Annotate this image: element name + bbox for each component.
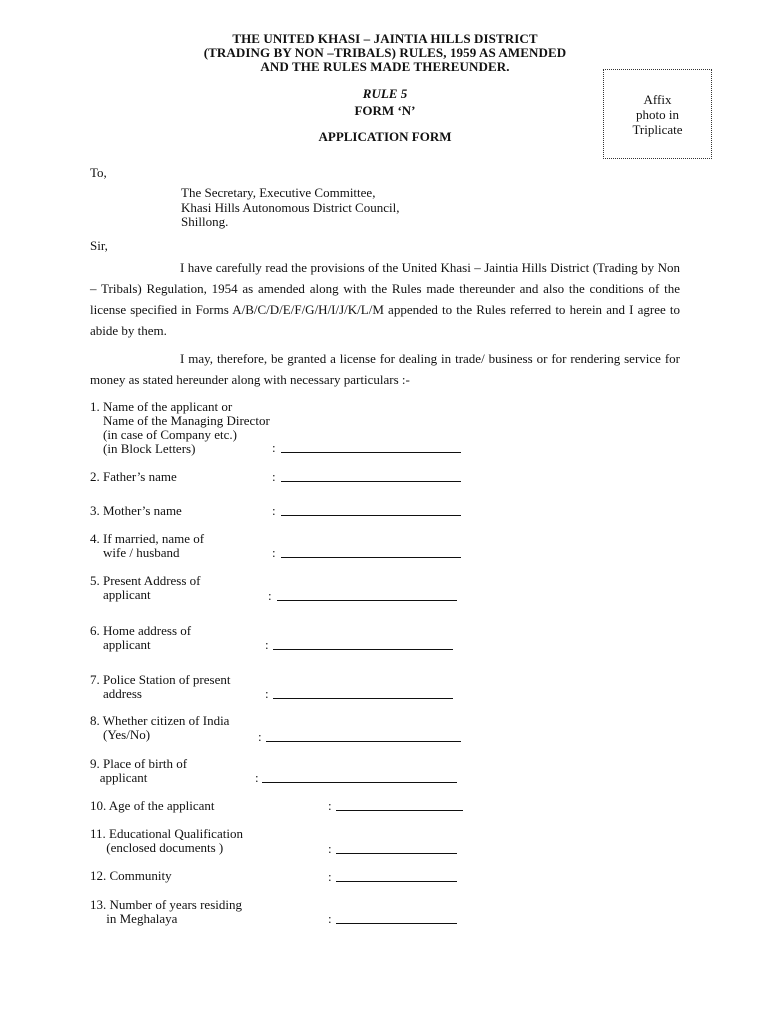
field-1-answer-line[interactable]	[281, 452, 461, 453]
field-7-label: 7. Police Station of present address	[90, 672, 231, 701]
declaration-text: I have carefully read the provisions of the United Khasi – Jaintia Hills District (Trading by Non – Tribals) Regulation, 1954 as amended along with the Rules made thereunder and also the conditions of the license specified in Forms A/B/C/D/E/F/G/H/I/J/K/L/M appended to the Rules referred to herein and I agree to abide by them.	[90, 260, 680, 338]
field-13-answer-line[interactable]	[336, 923, 457, 924]
field-12-answer-line[interactable]	[336, 881, 457, 882]
request-paragraph	[90, 348, 680, 390]
field-6-colon: :	[265, 637, 269, 652]
photo-box-line-1: Affix	[643, 91, 672, 107]
field-2-answer-line[interactable]	[281, 481, 461, 482]
field-3-label: 3. Mother’s name	[90, 503, 182, 518]
field-10-label: 10. Age of the applicant	[90, 798, 215, 813]
form-name: FORM ‘N’	[354, 103, 416, 118]
photo-box-line-3: Triplicate	[632, 121, 683, 137]
field-7-answer-line[interactable]	[273, 698, 453, 699]
salutation: Sir,	[90, 238, 108, 253]
field-9-label: 9. Place of birth of applicant	[90, 756, 188, 785]
field-5-label: 5. Present Address of applicant	[90, 573, 201, 602]
rule-number: RULE 5	[362, 86, 408, 101]
photo-box-line-2: photo in	[636, 106, 679, 122]
field-4-label: 4. If married, name of wife / husband	[90, 531, 205, 560]
addressee-line-1: The Secretary, Executive Committee,	[181, 185, 376, 200]
field-9-answer-line[interactable]	[262, 782, 457, 783]
addressee-line-3: Shillong.	[181, 214, 229, 229]
field-13-colon: :	[328, 911, 332, 926]
header-line-1: THE UNITED KHASI – JAINTIA HILLS DISTRICT	[232, 31, 538, 46]
header-line-2: (TRADING BY NON –TRIBALS) RULES, 1959 AS AMENDED	[203, 45, 567, 60]
field-5-colon: :	[268, 588, 272, 603]
field-13-label: 13. Number of years residing in Meghalaya	[90, 897, 242, 926]
field-6-label: 6. Home address of applicant	[90, 623, 192, 652]
field-11-label: 11. Educational Qualification (enclosed documents )	[90, 826, 243, 855]
field-8-label: 8. Whether citizen of India (Yes/No)	[90, 713, 230, 742]
form-title: APPLICATION FORM	[318, 129, 452, 144]
field-1-colon: :	[272, 440, 276, 455]
affix-photo-box	[603, 69, 712, 159]
field-9-colon: :	[255, 770, 259, 785]
field-10-colon: :	[328, 798, 332, 813]
field-2-label: 2. Father’s name	[90, 469, 177, 484]
field-3-colon: :	[272, 503, 276, 518]
field-6-answer-line[interactable]	[273, 649, 453, 650]
field-12-label: 12. Community	[90, 868, 172, 883]
header-line-3: AND THE RULES MADE THEREUNDER.	[260, 59, 510, 74]
field-2-colon: :	[272, 469, 276, 484]
declaration-paragraph	[90, 257, 680, 341]
request-text: I may, therefore, be granted a license for dealing in trade/ business or for rendering service for money as stated hereunder along with necessary particulars :-	[90, 351, 680, 387]
field-1-label: 1. Name of the applicant or Name of the Managing Director (in case of Company etc.) (in Block Letters)	[90, 399, 270, 456]
addressee-line-2: Khasi Hills Autonomous District Council,	[181, 200, 400, 215]
field-3-answer-line[interactable]	[281, 515, 461, 516]
field-10-answer-line[interactable]	[336, 810, 463, 811]
field-8-answer-line[interactable]	[266, 741, 461, 742]
field-12-colon: :	[328, 869, 332, 884]
field-8-colon: :	[258, 729, 262, 744]
field-4-colon: :	[272, 545, 276, 560]
field-5-answer-line[interactable]	[277, 600, 457, 601]
addressee-to: To,	[90, 165, 107, 180]
field-7-colon: :	[265, 686, 269, 701]
field-4-answer-line[interactable]	[281, 557, 461, 558]
field-11-answer-line[interactable]	[336, 853, 457, 854]
field-11-colon: :	[328, 841, 332, 856]
